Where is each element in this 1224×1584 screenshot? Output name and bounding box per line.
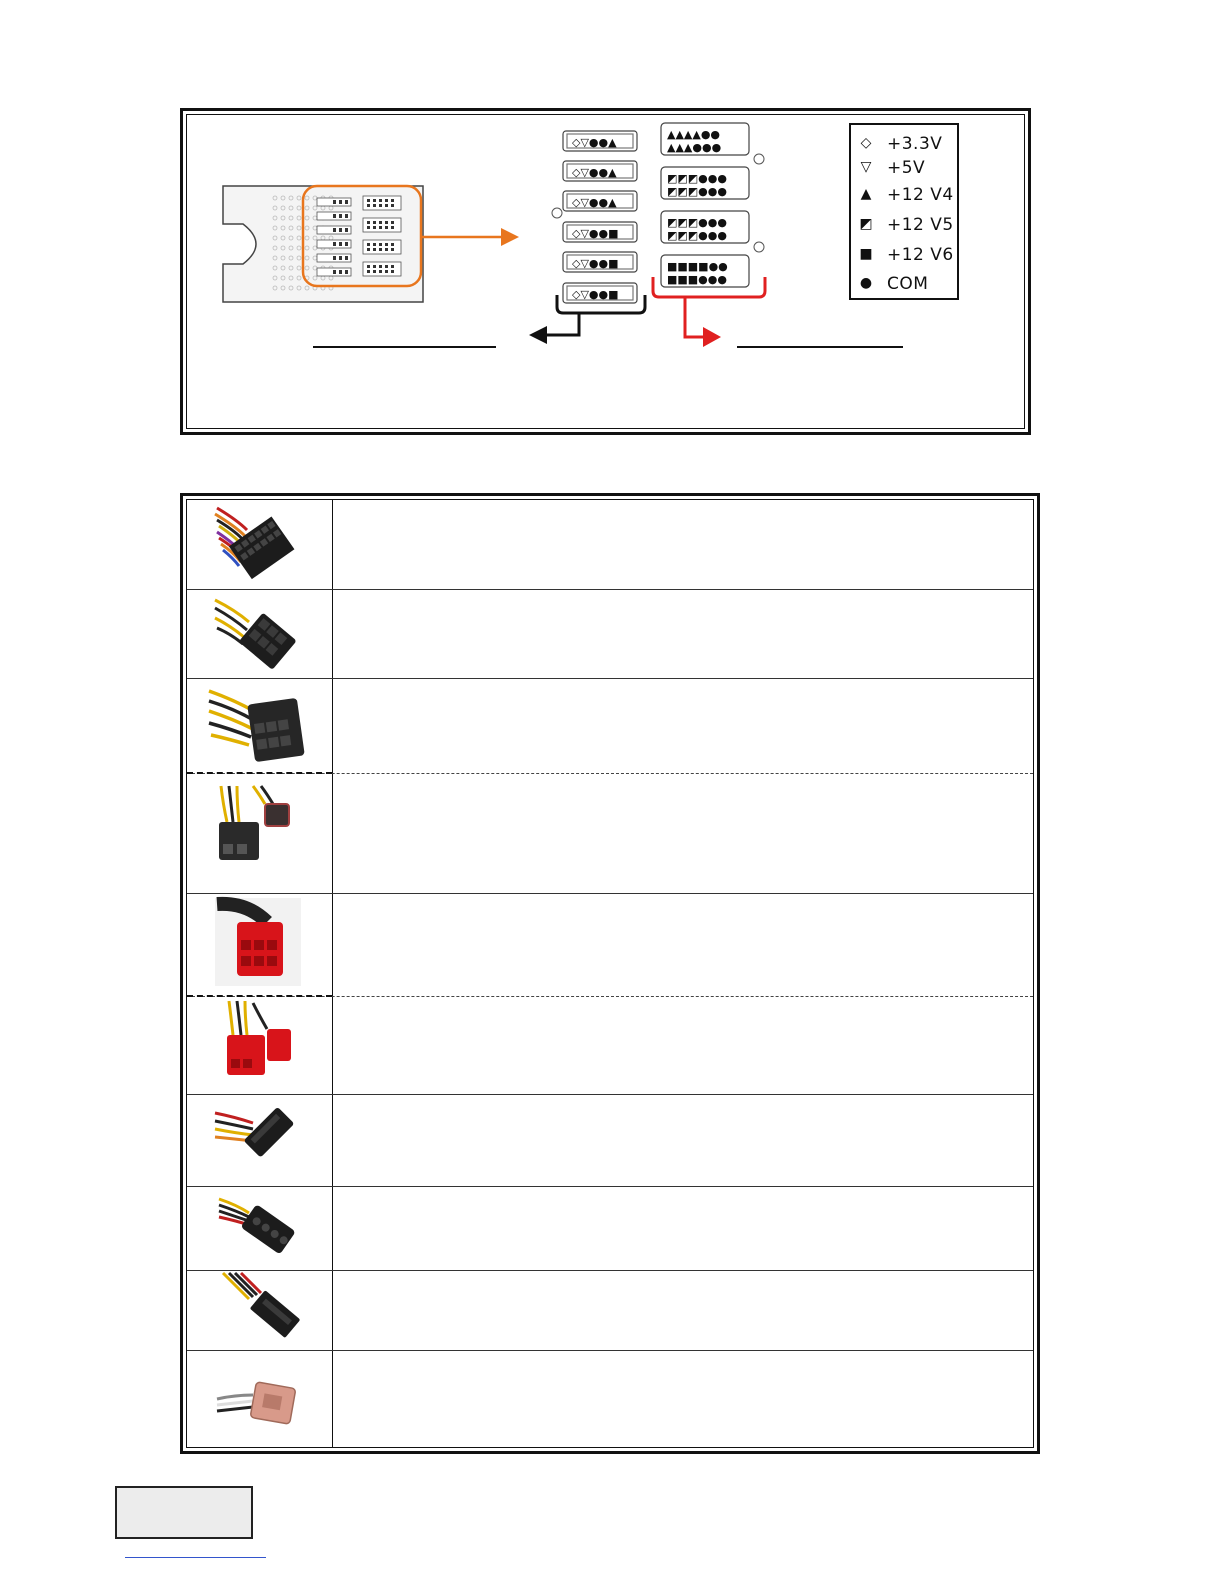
red-bracket-arrow [653, 277, 765, 337]
svg-text:◇▽●●■: ◇▽●●■ [572, 257, 619, 270]
svg-text:◇▽●●■: ◇▽●●■ [572, 227, 619, 240]
black-bracket-arrow [543, 295, 645, 335]
svg-text:▲▲▲▲●●: ▲▲▲▲●● [667, 128, 721, 141]
sata-connector-icon [187, 1095, 332, 1186]
table-row [187, 894, 332, 996]
legend-item-12v6 [851, 244, 957, 268]
molex-4pin-connector-icon [187, 1187, 332, 1270]
legend-item-12v5 [851, 214, 957, 238]
column-separator [332, 500, 333, 1447]
legend-label: COM [887, 274, 929, 294]
table-row [187, 500, 332, 589]
diamond-icon: ◇ [860, 135, 872, 151]
page-number-box [115, 1486, 253, 1539]
svg-text:◩◩◩●●●: ◩◩◩●●● [667, 229, 727, 242]
table-row [187, 774, 332, 893]
connector-table-body [186, 499, 1034, 1448]
orange-arrow [421, 228, 519, 246]
pcie-socket-column [661, 123, 749, 287]
connector-panel-diagram [180, 108, 1031, 435]
svg-text:◇▽●●▲: ◇▽●●▲ [572, 196, 617, 209]
peripheral-socket-column [563, 131, 637, 303]
fan-3pin-connector-icon [187, 1351, 332, 1448]
peripheral-socket-pins [572, 136, 619, 301]
legend-item-3v3 [851, 133, 957, 157]
connector-table [180, 493, 1040, 1454]
legend-item-5v [851, 157, 957, 181]
legend-label: +3.3V [887, 134, 943, 154]
table-row [187, 1351, 332, 1448]
legend-item-12v4 [851, 184, 957, 208]
atx-24pin-connector-icon [187, 500, 332, 589]
square-icon: ■ [859, 246, 873, 262]
table-row [187, 1187, 332, 1270]
svg-text:◩◩◩●●●: ◩◩◩●●● [667, 172, 727, 185]
table-row [187, 997, 332, 1094]
svg-text:■■■●●●: ■■■●●● [667, 273, 727, 286]
legend-item-com [851, 273, 957, 297]
up-triangle-icon: ▲ [860, 186, 872, 202]
svg-text:◇▽●●▲: ◇▽●●▲ [572, 166, 617, 179]
legend-label: +5V [887, 158, 926, 178]
half-square-icon: ◩ [859, 216, 873, 232]
footer-link-underline[interactable] [125, 1557, 266, 1559]
legend-label: +12 V5 [887, 215, 954, 235]
svg-text:■■■■●●: ■■■■●● [667, 260, 728, 273]
legend-label: +12 V6 [887, 245, 954, 265]
pcie-6plus2-black-connector-icon [187, 774, 332, 893]
table-row [187, 679, 332, 773]
pcie-8pin-red-connector-icon [187, 894, 332, 996]
table-row [187, 590, 332, 678]
voltage-legend [849, 123, 959, 300]
svg-text:◩◩◩●●●: ◩◩◩●●● [667, 185, 727, 198]
psu-diagram-svg [183, 111, 1028, 432]
circle-icon: ● [859, 275, 873, 291]
pcie-socket-pins [667, 128, 728, 286]
table-row [187, 1271, 332, 1350]
legend-label: +12 V4 [887, 185, 954, 205]
svg-text:▲▲▲●●●: ▲▲▲●●● [667, 141, 722, 154]
psu-rear-panel [223, 186, 423, 302]
table-row [187, 1095, 332, 1186]
svg-text:◇▽●●■: ◇▽●●■ [572, 288, 619, 301]
down-triangle-icon: ▽ [860, 159, 872, 175]
svg-text:◩◩◩●●●: ◩◩◩●●● [667, 216, 727, 229]
floppy-connector-icon [187, 1271, 332, 1350]
svg-text:◇▽●●▲: ◇▽●●▲ [572, 136, 617, 149]
highlight-ring [303, 186, 421, 286]
eps-8pin-connector-icon [187, 590, 332, 678]
pcie-6plus2-red-connector-icon [187, 997, 332, 1094]
pcie-8pin-black-connector-icon [187, 679, 332, 773]
